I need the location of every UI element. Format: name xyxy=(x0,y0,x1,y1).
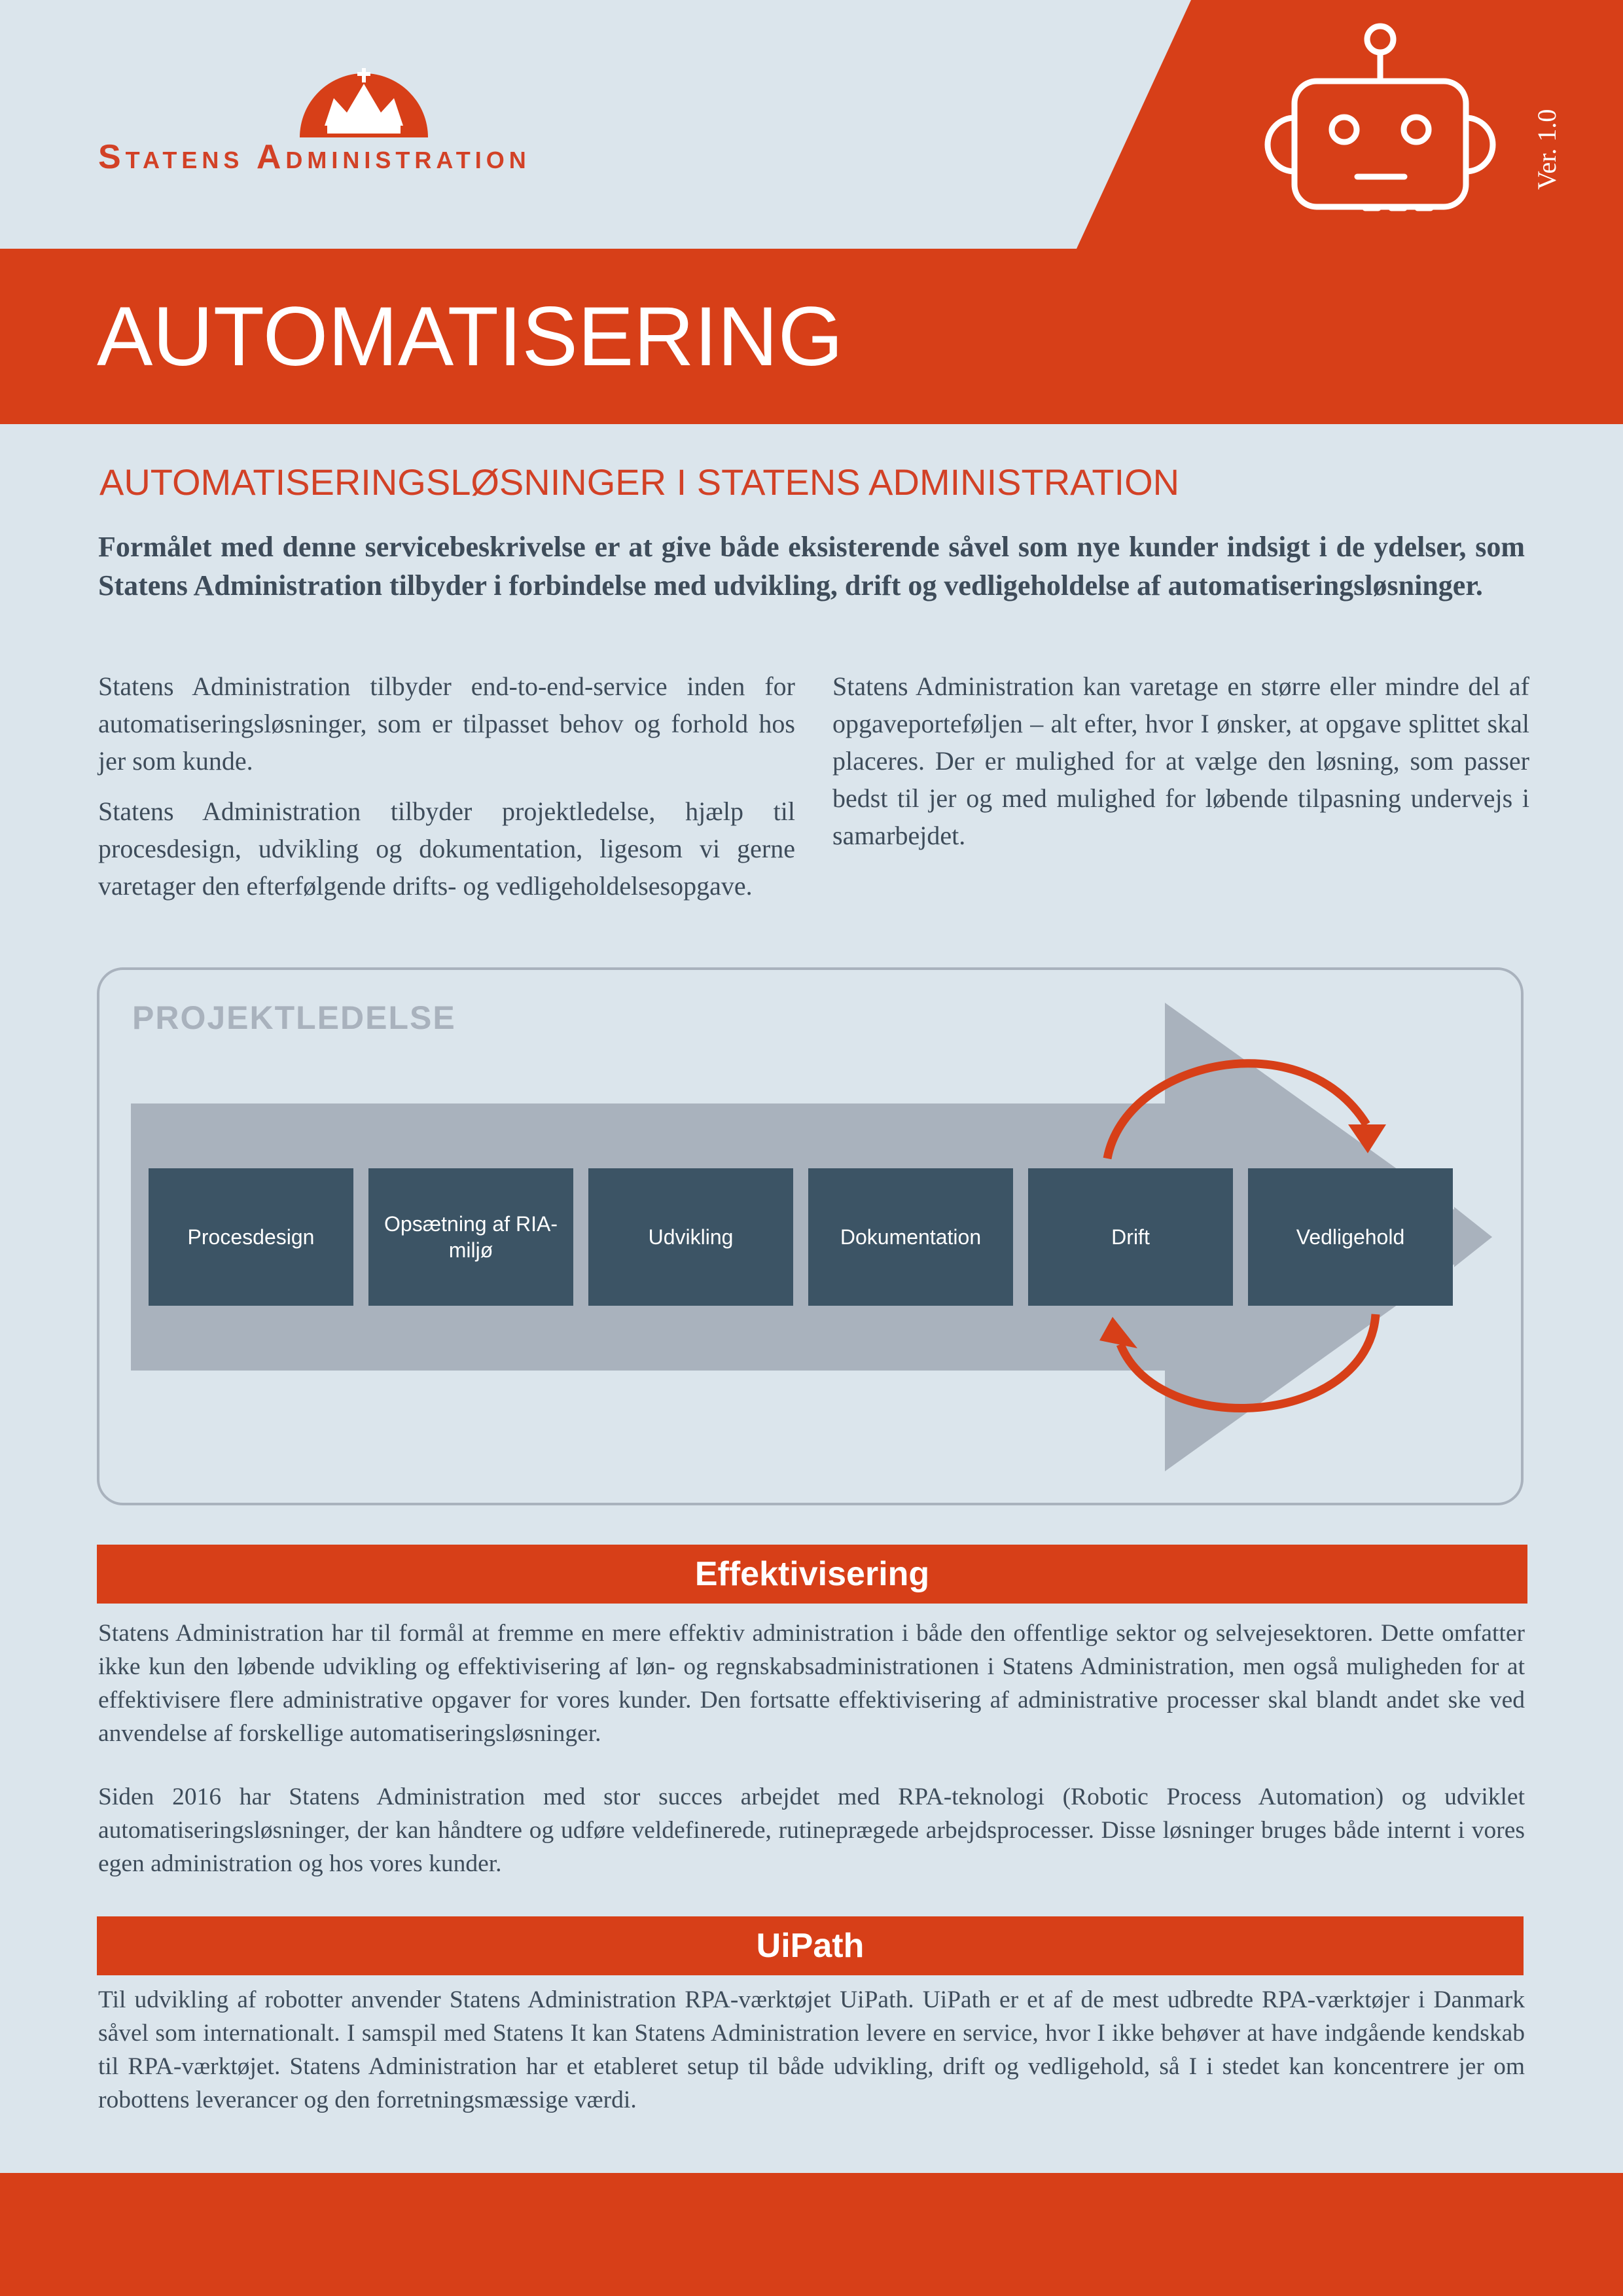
right-paragraph-1: Statens Administration kan varetage en større eller mindre del af opgaveporteføljen – alt efter, hvor I ønsker, at opgave splittet skal placeres. Der er mulighed for at vælge den løsning, som passer bedst til jer og med mulighed for løbende tilpasning undervejs i samarbejdet. xyxy=(832,672,1529,850)
effektivisering-paragraph-1: Statens Administration har til formål at fremme en mere effektiv administration i både den offentlige sektor og selvejesektoren. Dette omfatter ikke kun den løbende udvikling og effektivisering af løn- og regnskabsadministrationen i Statens Administration, men også muligheden for at effektivisere flere administrative opgaver for vores kunder. Den fortsatte effektivisering af administrative processer skal blandt andet ske ved anvendelse af forskellige automatiseringsløsninger. xyxy=(98,1620,1525,1747)
project-management-label: PROJEKTLEDELSE xyxy=(132,999,456,1036)
step-ria-setup: Opsætning af RIA-miljø xyxy=(368,1168,573,1306)
uipath-paragraph-1: Til udvikling af robotter anvender Statens Administration RPA-værktøjet UiPath. UiPath er et af de mest udbredte RPA-værktøjer i Danmark såvel som internationalt. I samspil med Statens It kan Statens Administration levere en service, hvor I ikke behøver at have indgående kendskab til RPA-værktøjet. Statens Administration har et etableret setup til både udvikling, drift og vedligehold, så I i stedet kan koncentrere jer om robottens leverancer og den forretningsmæssige værdi. xyxy=(98,1986,1525,2113)
subtitle: AUTOMATISERINGSLØSNINGER I STATENS ADMINISTRATION xyxy=(99,461,1180,503)
step-drift: Drift xyxy=(1028,1168,1233,1306)
left-paragraph-1: Statens Administration tilbyder end-to-end-service inden for automatiseringsløsninger, som er tilpasset behov og forhold hos jer som kunde. xyxy=(98,672,795,776)
process-arrow-tip xyxy=(1454,1207,1492,1267)
page-title: AUTOMATISERING xyxy=(97,290,844,384)
section-heading-uipath: UiPath xyxy=(97,1916,1524,1975)
uipath-text xyxy=(98,1983,1525,2147)
lead-paragraph: Formålet med denne servicebeskrivelse er at give både eksisterende såvel som nye kunder indsigt i de ydelser, som Statens Administration tilbyder i forbindelse med udvikling, drift og vedligeholdelse af automatiseringsløsninger. xyxy=(98,531,1525,601)
step-vedligehold: Vedligehold xyxy=(1248,1168,1453,1306)
step-dokumentation: Dokumentation xyxy=(808,1168,1013,1306)
logo-wordmark: Statens Administration xyxy=(98,138,531,176)
section-heading-effektivisering: Effektivisering xyxy=(97,1545,1527,1604)
step-udvikling: Udvikling xyxy=(588,1168,793,1306)
effektivisering-text xyxy=(98,1617,1525,1910)
effektivisering-paragraph-2: Siden 2016 har Statens Administration med stor succes arbejdet med RPA-teknologi (Robotic Process Automation) og udviklet automatiseringsløsninger, der kan håndtere og udføre veldefinerede, rutineprægede arbejdsprocesser. Disse løsninger bruges både internt i vores egen administration og hos vores kunder. xyxy=(98,1784,1525,1877)
left-paragraph-2: Statens Administration tilbyder projektledelse, hjælp til procesdesign, udvikling og dokumentation, ligesom vi gerne varetager den efterfølgende drifts- og vedligeholdelsesopgave. xyxy=(98,797,795,901)
version-label: Ver. 1.0 xyxy=(1532,109,1561,190)
footer-band xyxy=(0,2173,1623,2296)
step-procesdesign: Procesdesign xyxy=(149,1168,353,1306)
